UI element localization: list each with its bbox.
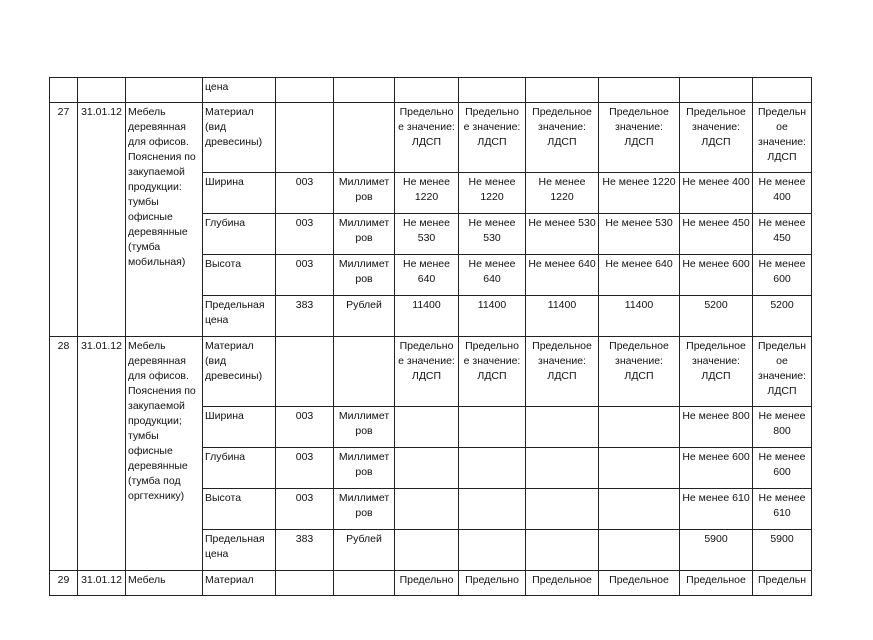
- characteristic-cell: Высота: [203, 255, 276, 296]
- characteristic-cell: Глубина: [203, 214, 276, 255]
- value-cell: Не менее 1220: [526, 173, 599, 214]
- product-name-cell: [126, 78, 203, 103]
- product-name-cell: Мебель деревянная для офисов. Пояснения по закупаемой продукции: тумбы офисные деревянные (тумба мобильная): [126, 103, 203, 337]
- value-cell: Не менее 530: [395, 214, 459, 255]
- value-cell: [395, 448, 459, 489]
- value-cell: Не менее 400: [753, 173, 812, 214]
- okei-code-cell: [276, 571, 334, 596]
- characteristic-cell: Ширина: [203, 407, 276, 448]
- value-cell: Предельно: [395, 571, 459, 596]
- value-cell: Не менее 800: [680, 407, 753, 448]
- value-cell: Предельное значение: ЛДСП: [526, 103, 599, 173]
- okei-code-cell: 383: [276, 530, 334, 571]
- unit-cell: Миллимет ров: [334, 407, 395, 448]
- unit-cell: Миллимет ров: [334, 173, 395, 214]
- value-cell: Предельно: [459, 571, 526, 596]
- value-cell: Предельно е значение: ЛДСП: [395, 103, 459, 173]
- value-cell: [599, 407, 680, 448]
- value-cell: Предельное: [526, 571, 599, 596]
- value-cell: Предельно е значение: ЛДСП: [395, 337, 459, 407]
- table-row: [50, 78, 812, 103]
- characteristic-cell: Ширина: [203, 173, 276, 214]
- okei-code-cell: 003: [276, 448, 334, 489]
- value-cell: [526, 407, 599, 448]
- value-cell: Не менее 530: [599, 214, 680, 255]
- value-cell: [334, 78, 395, 103]
- value-cell: Предельн ое значение: ЛДСП: [753, 103, 812, 173]
- value-cell: [395, 407, 459, 448]
- value-cell: 5200: [753, 296, 812, 337]
- characteristic-cell: Материал (вид древесины): [203, 337, 276, 407]
- unit-cell: Рублей: [334, 530, 395, 571]
- value-cell: Предельное: [599, 571, 680, 596]
- value-cell: [459, 489, 526, 530]
- value-cell: [459, 530, 526, 571]
- value-cell: Предельное значение: ЛДСП: [599, 103, 680, 173]
- date-cell: [78, 78, 126, 103]
- value-cell: [459, 78, 526, 103]
- date-cell: 31.01.12: [78, 337, 126, 571]
- value-cell: [459, 448, 526, 489]
- value-cell: [526, 448, 599, 489]
- procurement-table: [49, 77, 812, 596]
- value-cell: [599, 489, 680, 530]
- product-name-cell: Мебель: [126, 571, 203, 596]
- value-cell: Предельно е значение: ЛДСП: [459, 337, 526, 407]
- unit-cell: Миллимет ров: [334, 255, 395, 296]
- value-cell: 11400: [599, 296, 680, 337]
- okei-code-cell: 383: [276, 296, 334, 337]
- date-cell: 31.01.12: [78, 103, 126, 337]
- okei-code-cell: [276, 103, 334, 173]
- value-cell: Не менее 1220: [599, 173, 680, 214]
- okei-code-cell: [276, 337, 334, 407]
- characteristic-cell: Предельная цена: [203, 296, 276, 337]
- value-cell: [599, 448, 680, 489]
- value-cell: [599, 78, 680, 103]
- table-row: [50, 103, 812, 173]
- value-cell: Не менее 640: [459, 255, 526, 296]
- value-cell: Не менее 530: [459, 214, 526, 255]
- value-cell: Предельн ое значение: ЛДСП: [753, 337, 812, 407]
- value-cell: [526, 489, 599, 530]
- value-cell: Предельн: [753, 571, 812, 596]
- date-cell: 31.01.12: [78, 571, 126, 596]
- value-cell: Предельное значение: ЛДСП: [599, 337, 680, 407]
- value-cell: 5200: [680, 296, 753, 337]
- value-cell: Не менее 610: [680, 489, 753, 530]
- characteristic-cell: Глубина: [203, 448, 276, 489]
- value-cell: Не менее 450: [680, 214, 753, 255]
- unit-cell: Миллимет ров: [334, 448, 395, 489]
- value-cell: Не менее 1220: [395, 173, 459, 214]
- unit-cell: [334, 337, 395, 407]
- value-cell: Не менее 640: [526, 255, 599, 296]
- value-cell: [526, 78, 599, 103]
- value-cell: Не менее 530: [526, 214, 599, 255]
- value-cell: [276, 78, 334, 103]
- value-cell: Предельное значение: ЛДСП: [526, 337, 599, 407]
- characteristic-cell: Высота: [203, 489, 276, 530]
- value-cell: 5900: [753, 530, 812, 571]
- value-cell: Не менее 640: [599, 255, 680, 296]
- value-cell: 11400: [526, 296, 599, 337]
- value-cell: Не менее 600: [753, 255, 812, 296]
- table-row: [50, 571, 812, 596]
- okei-code-cell: 003: [276, 214, 334, 255]
- value-cell: [395, 489, 459, 530]
- okei-code-cell: 003: [276, 255, 334, 296]
- characteristic-cell: Материал (вид древесины): [203, 103, 276, 173]
- value-cell: Не менее 600: [753, 448, 812, 489]
- value-cell: Не менее 800: [753, 407, 812, 448]
- characteristic-cell: Предельная цена: [203, 530, 276, 571]
- value-cell: Предельное значение: ЛДСП: [680, 337, 753, 407]
- value-cell: 5900: [680, 530, 753, 571]
- value-cell: 11400: [459, 296, 526, 337]
- value-cell: [680, 78, 753, 103]
- okei-code-cell: 003: [276, 407, 334, 448]
- value-cell: Не менее 1220: [459, 173, 526, 214]
- value-cell: Не менее 640: [395, 255, 459, 296]
- table-body: [50, 78, 812, 596]
- value-cell: [599, 530, 680, 571]
- value-cell: [459, 407, 526, 448]
- row-number-cell: 29: [50, 571, 78, 596]
- value-cell: [753, 78, 812, 103]
- unit-cell: [334, 571, 395, 596]
- value-cell: Не менее 600: [680, 448, 753, 489]
- unit-cell: Рублей: [334, 296, 395, 337]
- value-cell: Не менее 600: [680, 255, 753, 296]
- row-number-cell: 27: [50, 103, 78, 337]
- okei-code-cell: 003: [276, 173, 334, 214]
- value-cell: [526, 530, 599, 571]
- value-cell: Предельное значение: ЛДСП: [680, 103, 753, 173]
- value-cell: [395, 530, 459, 571]
- product-name-cell: Мебель деревянная для офисов. Пояснения по закупаемой продукции; тумбы офисные деревянные (тумба под оргтехнику): [126, 337, 203, 571]
- okei-code-cell: 003: [276, 489, 334, 530]
- value-cell: [395, 78, 459, 103]
- table-row: [50, 337, 812, 407]
- characteristic-cell: Материал: [203, 571, 276, 596]
- value-cell: Предельно е значение: ЛДСП: [459, 103, 526, 173]
- row-number-cell: [50, 78, 78, 103]
- value-cell: Не менее 610: [753, 489, 812, 530]
- unit-cell: [334, 103, 395, 173]
- value-cell: 11400: [395, 296, 459, 337]
- characteristic-cell: цена: [203, 78, 276, 103]
- unit-cell: Миллимет ров: [334, 489, 395, 530]
- value-cell: Не менее 400: [680, 173, 753, 214]
- row-number-cell: 28: [50, 337, 78, 571]
- unit-cell: Миллимет ров: [334, 214, 395, 255]
- value-cell: Предельное: [680, 571, 753, 596]
- value-cell: Не менее 450: [753, 214, 812, 255]
